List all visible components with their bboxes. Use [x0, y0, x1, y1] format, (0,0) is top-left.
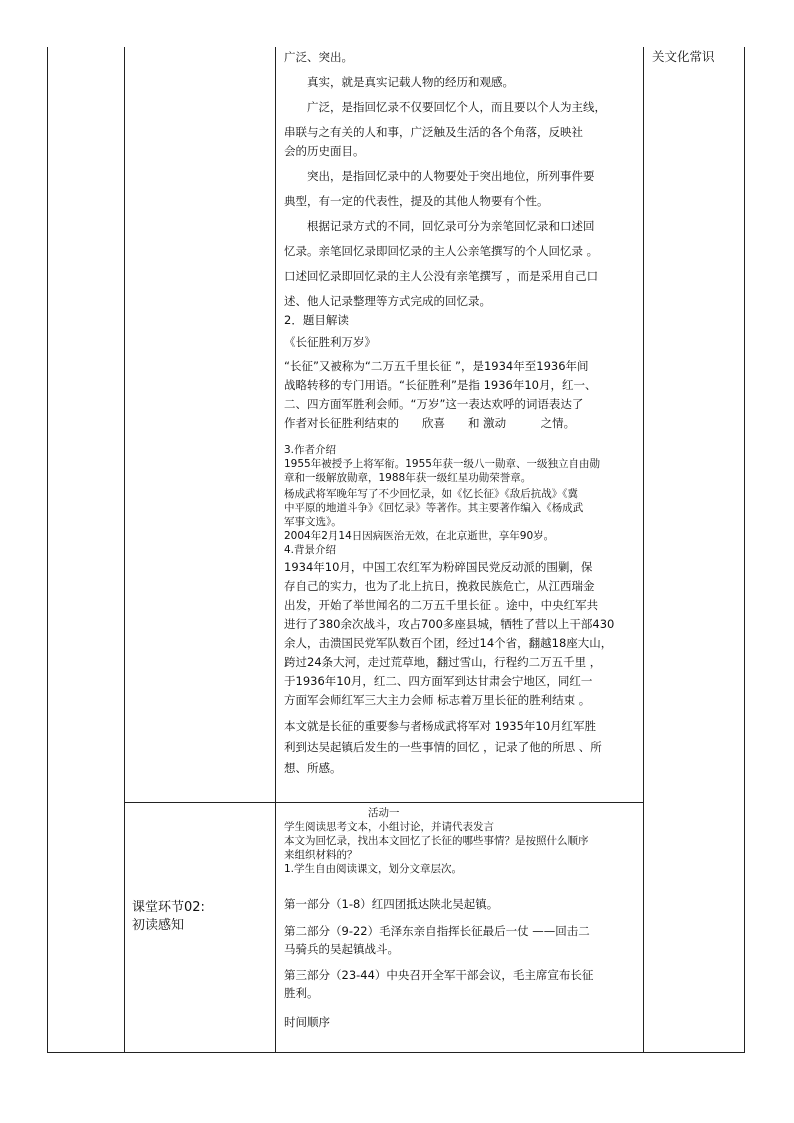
paragraph-line: 跨过24条大河，走过荒草地，翻过雪山，行程约二万五千里 ，	[284, 655, 602, 669]
paragraph-line: 学生阅读思考文本，小组讨论，并请代表发言	[284, 821, 494, 833]
paragraph-line: 述、他人记录整理等方式完成的回忆录。	[284, 294, 491, 308]
paragraph-line: 方面军会师红军三大主力会师 标志着万里长征的胜利结束 。	[284, 693, 591, 707]
part-item: 第三部分（23-44）中央召开全军干部会议，毛主席宣布长征	[284, 968, 594, 982]
order-note: 时间顺序	[284, 1015, 330, 1029]
paragraph-line: 利到达吴起镇后发生的一些事情的回忆 ，记录了他的所思 、所	[284, 740, 602, 754]
paragraph-line: 1955年被授予上将军衔。1955年获一级八一勋章、一级独立自由勋	[284, 458, 600, 470]
paragraph-line: 本文为回忆录，找出本文回忆了长征的哪些事情？是按照什么顺序	[284, 835, 589, 847]
stage-sublabel: 初读感知	[132, 918, 185, 933]
row-divider	[124, 802, 644, 803]
stage-label-cell	[132, 899, 272, 935]
paragraph-line: 会的历史面目。	[284, 144, 365, 158]
paragraph-line: 存自己的实力，也为了北上抗日，挽救民族危亡，从江西瑞金	[284, 579, 595, 593]
section-heading: 2．题目解读	[284, 313, 349, 327]
paragraph-line: 典型，有一定的代表性，提及的其他人物要有个性。	[284, 194, 549, 208]
part-item-cont: 马骑兵的吴起镇战斗。	[284, 942, 399, 956]
background-intro-block	[284, 558, 644, 710]
activity-title: 活动一	[368, 807, 400, 819]
part-item-cont: 胜利。	[284, 986, 319, 1000]
summary-block	[284, 716, 644, 779]
paragraph-line: 1.学生自由阅读课文，划分文章层次。	[284, 863, 463, 875]
paragraph: 广泛，是指回忆录不仅要回忆个人，而且要以个人为主线，	[307, 100, 606, 114]
paragraph-line: 作者对长征胜利结束的 欣喜 和 激动 之情。	[284, 416, 576, 430]
paragraph-line: 章和一级解放勋章，1988年获一级红星功勋荣誉章。	[284, 472, 532, 484]
title-quote: 《长征胜利万岁》	[284, 335, 376, 349]
paragraph-line: 2004年2月14日因病医治无效，在北京逝世，享年90岁。	[284, 530, 555, 542]
paragraph-line: 二、四方面军胜利会师。“万岁”这一表达欢呼的词语表达了	[284, 397, 584, 411]
paragraph: 真实，就是真实记载人物的经历和观感。	[307, 75, 514, 89]
activity-cell	[284, 806, 640, 1030]
paragraph-line: 军事文选》。	[284, 516, 342, 528]
paragraph-line: 于1936年10月，红二、四方面军到达甘肃会宁地区，同红一	[284, 674, 593, 688]
paragraph: “长征”又被称为“二万五千里长征 ”，是1934年至1936年间	[284, 359, 589, 373]
paragraph-line: 出发，开始了举世闻名的二万五千里长征 。途中，中央红军共	[284, 598, 599, 612]
part-item: 第二部分（9-22）毛泽东亲自指挥长征最后一仗 ——回击二	[284, 924, 590, 938]
paragraph-line: 杨成武将军晚年写了不少回忆录，如《忆长征》《敌后抗战》《冀	[284, 488, 578, 500]
paragraph-line: 余人，击溃国民党军队数百个团，经过14个省，翻越18座大山，	[284, 636, 613, 650]
paragraph-line: 本文就是长征的重要参与者杨成武将军对 1935年10月红军胜	[284, 719, 597, 733]
content-cell-background	[284, 49, 644, 779]
paragraph: 广泛、突出。	[284, 50, 353, 64]
paragraph: 突出，是指回忆录中的人物要处于突出地位，所列事件要	[307, 169, 595, 183]
column-divider-1	[124, 47, 125, 1053]
activity-block	[284, 806, 640, 876]
paragraph-line: 忆录。亲笔回忆录即回忆录的主人公亲笔撰写的个人回忆录 。	[284, 244, 599, 258]
table-border-bottom	[47, 1052, 745, 1053]
paragraph-line: 串联与之有关的人和事，广泛触及生活的各个角落，反映社	[284, 125, 583, 139]
paragraph-line: 战略转移的专门用语。“长征胜利”是指 1936年10月，红一、	[284, 378, 597, 392]
table-border-right	[744, 47, 745, 1053]
paragraph-line: 口述回忆录即回忆录的主人公没有亲笔撰写 ，而是采用自己口	[284, 269, 599, 283]
right-note-cell	[652, 49, 742, 65]
author-intro-block	[284, 443, 644, 557]
column-divider-2	[275, 47, 276, 1053]
section-heading: 4.背景介绍	[284, 544, 337, 556]
part-item: 第一部分（1-8）红四团抵达陕北吴起镇。	[284, 897, 499, 911]
paragraph-line: 进行了380余次战斗，攻占700多座县城，牺牲了营以上干部430	[284, 617, 615, 631]
paragraph-line: 来组织材料的？	[284, 849, 358, 861]
paragraph: 根据记录方式的不同，回忆录可分为亲笔回忆录和口述回	[307, 219, 595, 233]
stage-label: 课堂环节02:	[132, 900, 205, 915]
section-heading: 3.作者介绍	[284, 444, 337, 456]
paragraph-line: 想、所感。	[284, 761, 342, 775]
paragraph-line: 中平原的地道斗争》《回忆录》等著作。其主要著作编入《杨成武	[284, 502, 584, 514]
right-note-text: 关文化常识	[652, 49, 715, 64]
table-border-left	[47, 47, 48, 1053]
paragraph-line: 1934年10月，中国工农红军为粉碎国民党反动派的围剿，保	[284, 560, 593, 574]
